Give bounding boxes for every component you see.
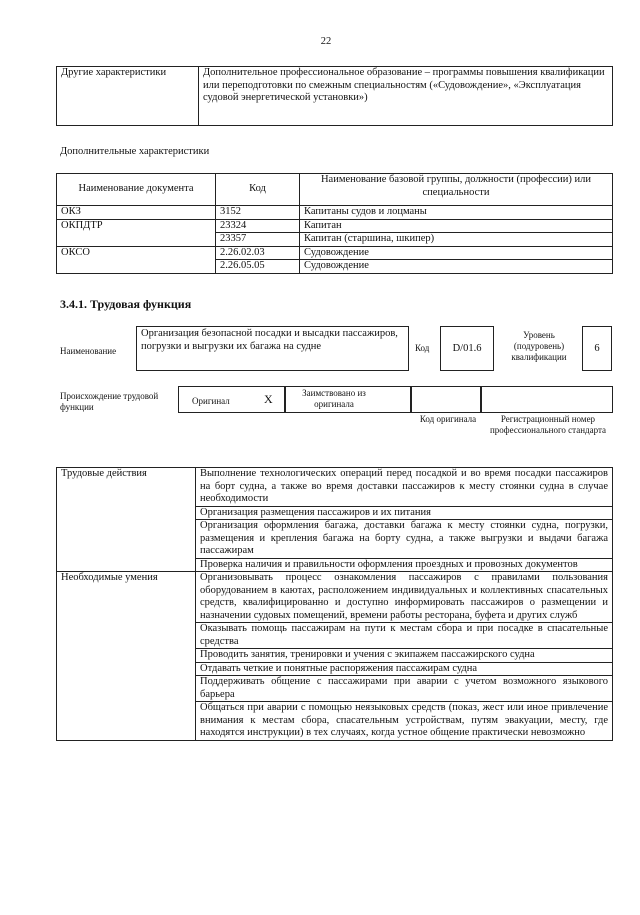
labor-action-item: Организация размещения пассажиров и их питания (196, 506, 613, 520)
row-name: Судовождение (300, 246, 613, 260)
section-title: 3.4.1. Трудовая функция (60, 297, 192, 311)
row-code: 2.26.02.03 (216, 246, 300, 260)
origin-label: Происхождение трудовой функции (60, 391, 159, 412)
row-name: Капитан (300, 219, 613, 233)
function-name-box (136, 326, 409, 371)
labor-action-item: Выполнение технологических операций перед посадкой и во время посадки пассажиров на борт судна, а также во время доставки пассажиров к месту стоянки судна в случае необходимости (196, 468, 613, 507)
reg-number-label: Регистрационный номер профессионального стандарта (489, 414, 607, 435)
header-code: Код (216, 174, 300, 206)
labor-action-item: Организация оформления багажа, доставки багажа к месту стоянки судна, погрузки, размещения и крепления багажа на борту судна, а также выгрузки и выдачи багажа пассажирам (196, 520, 613, 559)
original-label: Оригинал (192, 396, 230, 406)
level-label: Уровень (подуровень) квалификации (511, 330, 567, 362)
functions-table (56, 467, 613, 741)
skill-item: Организовывать процесс ознакомления пассажиров с правилами пользования оборудованием в каютах, расположением индивидуальных и коллективных спасательных средств, квалифицированно и доступно информировать пассажиров о размещении и назначении судовых помещений, времени работы ресторана, буфета и других служб (196, 572, 613, 623)
additional-characteristics-table (56, 173, 613, 274)
code-box (440, 326, 494, 371)
name-label: Наименование (60, 346, 117, 356)
skill-item: Общаться при аварии с помощью неязыковых средств (показ, жест или иное привлечение внимания к местам сбора, спасательным устройствам, путям эвакуации, месту, где находятся инструкции) в тех случаях, когда устное общение практически невозможно (196, 702, 613, 741)
labor-actions-label: Трудовые действия (57, 468, 196, 572)
row-code: 23324 (216, 219, 300, 233)
other-characteristics-value: Дополнительное профессиональное образование – программы повышения квалификации или переподготовки по смежным специальностям («Судовождение», «Эксплуатация судовой энергетической установки») (199, 67, 613, 126)
origin-divider-2 (410, 386, 412, 413)
original-mark: X (264, 392, 273, 406)
additional-characteristics-title: Дополнительные характеристики (60, 146, 210, 157)
skill-item: Проводить занятия, тренировки и учения с экипажем пассажирского судна (196, 649, 613, 663)
other-characteristics-label: Другие характеристики (57, 67, 199, 126)
row-doc: ОКПДТР (57, 219, 216, 246)
row-doc: ОКЗ (57, 206, 216, 220)
skill-item: Отдавать четкие и понятные распоряжения пассажирам судна (196, 662, 613, 676)
code-label: Код (415, 343, 430, 353)
header-name: Наименование базовой группы, должности (профессии) или специальности (300, 174, 613, 206)
borrowed-label: Заимствовано из оригинала (302, 388, 366, 409)
level-box (582, 326, 612, 371)
origin-divider-1 (284, 386, 286, 413)
skill-item: Поддерживать общение с пассажирами при аварии с учетом возможного языкового барьера (196, 676, 613, 702)
code-original-label: Код оригинала (419, 414, 477, 424)
header-document: Наименование документа (57, 174, 216, 206)
skills-label: Необходимые умения (57, 572, 196, 741)
origin-row (178, 386, 613, 413)
level-value: 6 (594, 343, 600, 354)
row-name: Капитаны судов и лоцманы (300, 206, 613, 220)
code-value: D/01.6 (452, 343, 482, 354)
labor-action-item: Проверка наличия и правильности оформления проездных и провозных документов (196, 558, 613, 572)
other-characteristics-table (56, 66, 613, 126)
function-name: Организация безопасной посадки и высадки пассажиров, погрузки и выгрузки их багажа на судне (141, 328, 398, 352)
row-doc: ОКСО (57, 246, 216, 273)
row-code: 23357 (216, 233, 300, 247)
page-number: 22 (320, 36, 332, 47)
row-name: Капитан (старшина, шкипер) (300, 233, 613, 247)
row-code: 3152 (216, 206, 300, 220)
skill-item: Оказывать помощь пассажирам на пути к местам сбора и при посадке в спасательные средства (196, 623, 613, 649)
row-name: Судовождение (300, 260, 613, 274)
origin-divider-3 (480, 386, 482, 413)
row-code: 2.26.05.05 (216, 260, 300, 274)
